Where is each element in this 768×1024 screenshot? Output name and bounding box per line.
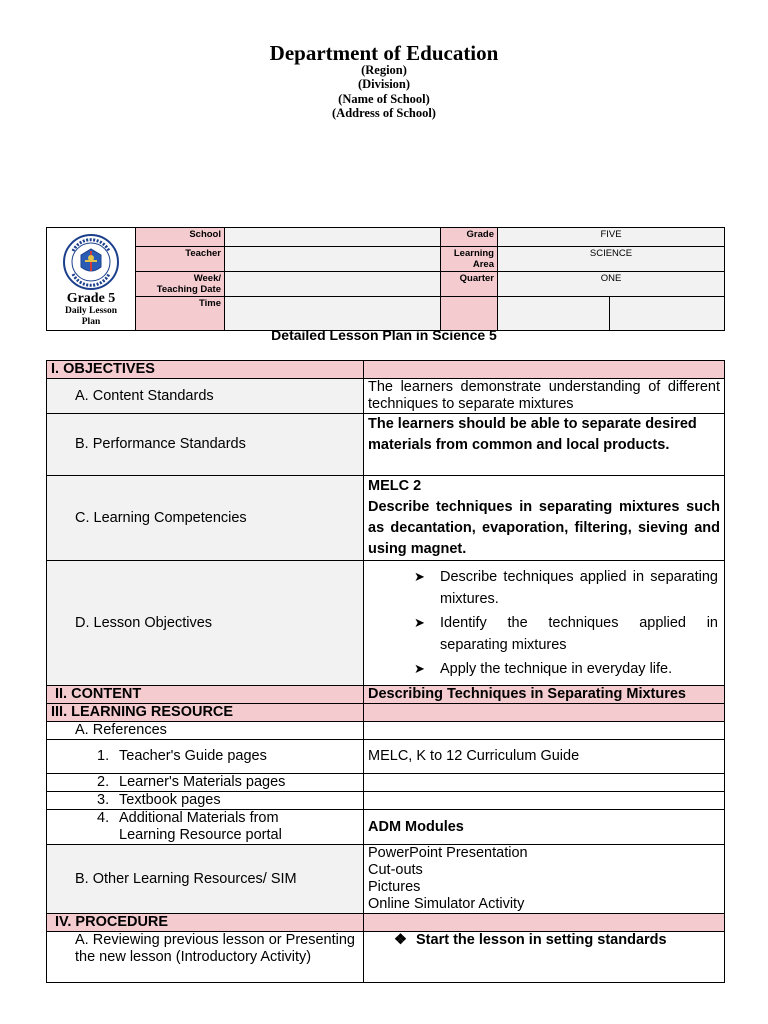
learning-competencies-value: Describe techniques in separating mixtures such as decantation, evaporation, filtering, sieving and using magnet. (368, 499, 720, 557)
procedure-a-label: A. Reviewing previous lesson or Presenting the new lesson (Introductory Activity) (47, 932, 364, 983)
other-resources-cell (364, 845, 725, 914)
learning-area-label (441, 247, 498, 272)
grade-field-label: Grade (441, 228, 498, 247)
content-value: Describing Techniques in Separating Mixtures (364, 686, 725, 704)
teachers-guide-label: 1. Teacher's Guide pages (47, 740, 364, 774)
teacher-label: Teacher (136, 247, 225, 272)
content-standards-value: The learners demonstrate understanding of different techniques to separate mixtures (364, 379, 725, 414)
references-label: A. References (47, 722, 364, 740)
lesson-plan-table (46, 360, 725, 983)
other-resource-item: Cut-outs (368, 862, 423, 878)
content-row (47, 686, 725, 704)
week-value (225, 272, 441, 297)
learners-materials-label: 2. Learner's Materials pages (47, 774, 364, 792)
objectives-heading: I. OBJECTIVES (47, 361, 364, 379)
teacher-value (225, 247, 441, 272)
deped-logo-cell (47, 228, 136, 331)
procedure-row (47, 914, 725, 932)
procedure-heading-blank (364, 914, 725, 932)
school-address-line: (Address of School) (332, 106, 436, 120)
school-name-line: (Name of School) (338, 92, 430, 106)
dlp-info-table (46, 227, 725, 331)
quarter-value: ONE (498, 272, 725, 297)
dlp-label-line1: Daily Lesson (65, 306, 117, 316)
learning-area-label-line2: Area (472, 259, 494, 270)
time-value-2 (441, 297, 498, 331)
additional-materials-label: 4. Additional Materials from Learning Resource portal (47, 810, 364, 845)
other-resource-item: Pictures (368, 879, 421, 895)
department-title: Department of Education (269, 41, 499, 65)
other-resources-label: B. Other Learning Resources/ SIM (47, 845, 364, 914)
references-value (364, 722, 725, 740)
week-label-line1: Week/ (193, 273, 221, 284)
performance-standards-value: The learners should be able to separate desired materials from common and local products. (364, 414, 725, 476)
week-label-line2: Teaching Date (156, 284, 221, 295)
week-label (136, 272, 225, 297)
time-label: Time (136, 297, 225, 331)
learning-area-label-line1: Learning (453, 248, 494, 259)
learning-competencies-label: C. Learning Competencies (47, 476, 364, 561)
time-value-1 (225, 297, 441, 331)
objectives-heading-blank (364, 361, 725, 379)
content-standards-label: A. Content Standards (47, 379, 364, 414)
deped-seal-icon (61, 233, 121, 291)
procedure-a-cell (364, 932, 725, 983)
content-heading: II. CONTENT (47, 686, 364, 704)
procedure-a-value: Start the lesson in setting standards (416, 932, 667, 948)
school-value (225, 228, 441, 247)
other-resource-item: PowerPoint Presentation (368, 845, 528, 861)
other-resource-item: Online Simulator Activity (368, 896, 525, 912)
objectives-row (47, 361, 725, 379)
grade-field-value: FIVE (498, 228, 725, 247)
arrow-bullet-icon: ➤ (414, 661, 425, 676)
learning-competencies-cell (364, 476, 725, 561)
lesson-objective-item: ➤ Identify the techniques applied in separating mixtures (414, 612, 718, 656)
time-value-4 (610, 297, 725, 331)
region-line: (Region) (361, 63, 407, 77)
learning-resource-row (47, 704, 725, 722)
school-label: School (136, 228, 225, 247)
arrow-bullet-icon: ➤ (414, 569, 425, 584)
arrow-bullet-icon: ➤ (414, 615, 425, 630)
learners-materials-value (364, 774, 725, 792)
quarter-label: Quarter (441, 272, 498, 297)
lesson-plan-title: Detailed Lesson Plan in Science 5 (271, 327, 497, 343)
diamond-bullet-icon: ❖ (394, 932, 407, 948)
procedure-heading: IV. PROCEDURE (47, 914, 364, 932)
division-line: (Division) (357, 77, 411, 91)
lesson-objectives-cell (364, 561, 725, 686)
learning-resource-heading: III. LEARNING RESOURCE (47, 704, 364, 722)
teachers-guide-value: MELC, K to 12 Curriculum Guide (364, 740, 725, 774)
performance-standards-label: B. Performance Standards (47, 414, 364, 476)
lesson-objective-item: ➤ Describe techniques applied in separating mixtures. (414, 566, 718, 610)
textbook-label: 3. Textbook pages (47, 792, 364, 810)
time-value-3 (498, 297, 610, 331)
lesson-objectives-list (364, 566, 718, 680)
melc-code: MELC 2 (368, 478, 422, 494)
dlp-label-line2: Plan (81, 317, 101, 327)
textbook-value (364, 792, 725, 810)
grade-level-label: Grade 5 (66, 291, 116, 306)
learning-resource-heading-blank (364, 704, 725, 722)
learning-area-value: SCIENCE (498, 247, 725, 272)
additional-materials-value: ADM Modules (364, 810, 725, 845)
lesson-objective-item: ➤ Apply the technique in everyday life. (414, 658, 718, 680)
lesson-objectives-label: D. Lesson Objectives (47, 561, 364, 686)
